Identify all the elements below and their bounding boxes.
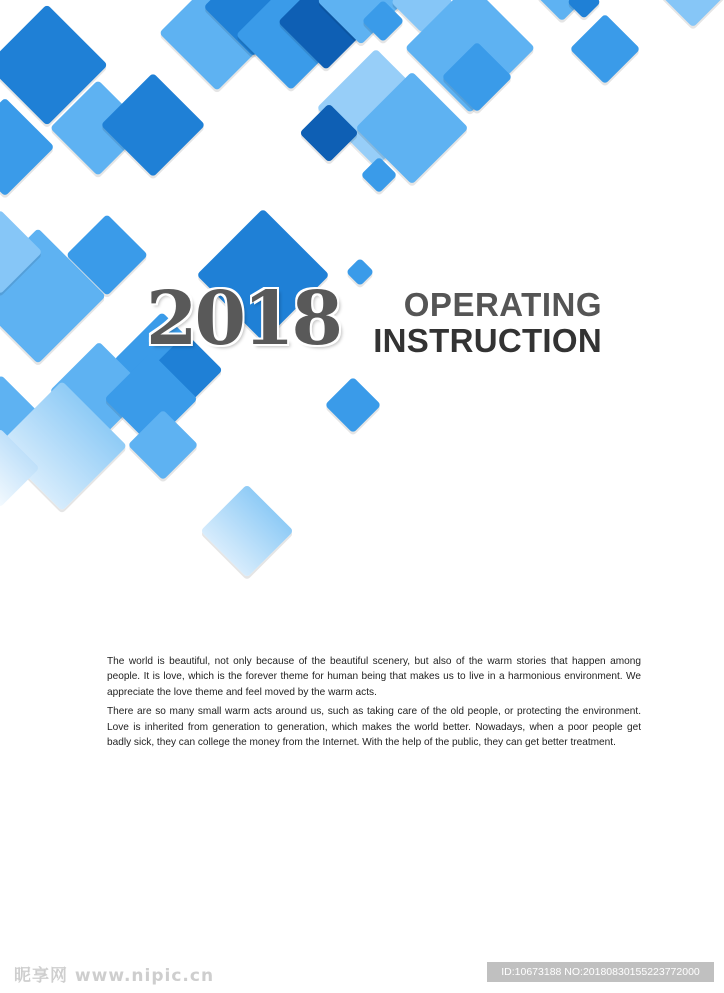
tile-decoration [101,73,206,178]
tile-decoration [325,377,382,434]
body-text [107,654,641,754]
body-paragraph: The world is beautiful, not only because of the beautiful scenery, but also of the warm stories that happen among people. It is love, which is the forever theme for human being that makes us to live in a harmonious environment. We appreciate the love theme and feel moved by the warm acts. [107,656,641,698]
tile-decoration [200,484,293,577]
watermark-logo: 昵享网 www.nipic.cn [14,966,215,986]
tile-decoration [570,14,641,85]
tile-decoration [346,258,374,286]
cover-title-line1: OPERATING [403,286,602,323]
cover-title-line2: INSTRUCTION [373,322,602,359]
watermark-id: ID:10673188 NO:20180830155223772000 [487,962,714,982]
tile-decoration [660,0,724,28]
body-paragraph: There are so many small warm acts around us, such as taking care of the old people, or protecting the environment. Love is inherited from generation to generation, which makes the world better. Nowadays, when a poor people get badly sick, they can college the money from the Internet. With the help of the public, they can get better treatment. [107,706,641,749]
cover-year: 2018 [146,276,340,362]
